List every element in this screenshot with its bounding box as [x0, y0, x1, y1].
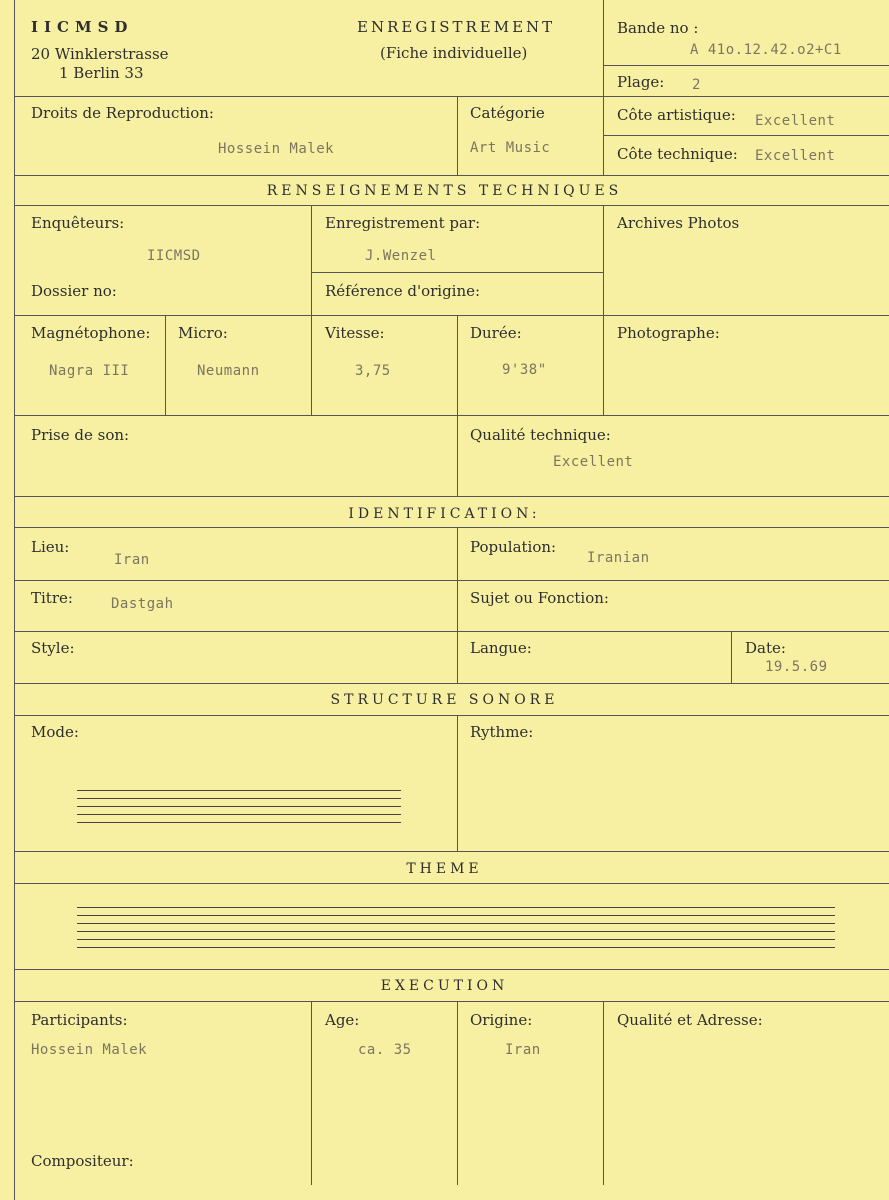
divider	[603, 135, 889, 136]
enregistrement-par-value: J.Wenzel	[365, 248, 437, 264]
compositeur-label: Compositeur:	[31, 1152, 134, 1170]
plage-value: 2	[692, 77, 701, 93]
cote-artistique-value: Excellent	[755, 113, 836, 129]
divider	[14, 631, 889, 632]
enregistrement-par-label: Enregistrement par:	[325, 214, 481, 232]
music-staff-line	[77, 806, 401, 807]
cote-technique-value: Excellent	[755, 148, 836, 164]
music-staff-line	[77, 790, 401, 791]
address-line: 1 Berlin 33	[59, 64, 144, 82]
lieu-label: Lieu:	[31, 538, 70, 556]
address-line: 20 Winklerstrasse	[31, 45, 169, 63]
divider	[457, 315, 458, 496]
style-label: Style:	[31, 639, 75, 657]
titre-value: Dastgah	[111, 596, 174, 612]
bande-label: Bande no :	[617, 19, 699, 37]
divider	[457, 527, 458, 683]
divider	[311, 205, 312, 415]
micro-label: Micro:	[178, 324, 228, 342]
langue-label: Langue:	[470, 639, 532, 657]
age-value: ca. 35	[358, 1042, 412, 1058]
section-title-theme: THEME	[406, 861, 483, 877]
org-logo: IICMSD	[31, 18, 134, 36]
population-value: Iranian	[587, 550, 650, 566]
qualite-technique-label: Qualité technique:	[470, 426, 611, 444]
photographe-label: Photographe:	[617, 324, 720, 342]
vitesse-value: 3,75	[355, 363, 391, 379]
section-title-technique: RENSEIGNEMENTS TECHNIQUES	[266, 183, 623, 199]
divider	[311, 272, 603, 273]
dossier-label: Dossier no:	[31, 282, 117, 300]
divider	[14, 96, 889, 97]
prise-de-son-label: Prise de son:	[31, 426, 130, 444]
divider	[457, 1001, 458, 1185]
music-staff-line	[77, 923, 835, 924]
music-staff-line	[77, 814, 401, 815]
divider	[14, 883, 889, 884]
divider	[14, 1001, 889, 1002]
droits-label: Droits de Reproduction:	[31, 104, 214, 122]
categorie-value: Art Music	[470, 140, 551, 156]
divider	[14, 683, 889, 684]
population-label: Population:	[470, 538, 557, 556]
divider	[731, 631, 732, 683]
divider	[14, 527, 889, 528]
section-title-identification: IDENTIFICATION:	[348, 506, 541, 522]
divider	[14, 496, 889, 497]
plage-label: Plage:	[617, 73, 665, 91]
enqueteurs-value: IICMSD	[147, 248, 201, 264]
duree-value: 9'38"	[502, 362, 547, 378]
age-label: Age:	[325, 1011, 360, 1029]
divider	[14, 851, 889, 852]
divider	[14, 315, 889, 316]
music-staff-line	[77, 822, 401, 823]
section-title-execution: EXECUTION	[380, 978, 509, 994]
music-staff-line	[77, 947, 835, 948]
participants-label: Participants:	[31, 1011, 128, 1029]
music-staff-line	[77, 931, 835, 932]
participants-value: Hossein Malek	[31, 1042, 148, 1058]
divider	[14, 969, 889, 970]
divider	[457, 96, 458, 175]
mode-label: Mode:	[31, 723, 79, 741]
qualite-technique-value: Excellent	[553, 454, 634, 470]
cote-artistique-label: Côte artistique:	[617, 106, 736, 124]
enqueteurs-label: Enquêteurs:	[31, 214, 125, 232]
origine-label: Origine:	[470, 1011, 533, 1029]
music-staff-line	[77, 939, 835, 940]
droits-value: Hossein Malek	[218, 141, 335, 157]
magnetophone-value: Nagra III	[49, 363, 130, 379]
divider	[603, 65, 889, 66]
duree-label: Durée:	[470, 324, 522, 342]
archives-photos-label: Archives Photos	[617, 214, 740, 232]
qualite-adresse-label: Qualité et Adresse:	[617, 1011, 763, 1029]
form-border-left	[14, 0, 15, 1200]
bande-value: A 41o.12.42.o2+C1	[690, 42, 842, 58]
music-staff-line	[77, 915, 835, 916]
music-staff-line	[77, 798, 401, 799]
form-title: ENREGISTREMENT	[357, 18, 556, 36]
sujet-label: Sujet ou Fonction:	[470, 589, 609, 607]
divider	[603, 205, 604, 415]
date-value: 19.5.69	[765, 659, 828, 675]
divider	[14, 205, 889, 206]
magnetophone-label: Magnétophone:	[31, 324, 151, 342]
lieu-value: Iran	[114, 552, 150, 568]
divider	[14, 415, 889, 416]
divider	[14, 715, 889, 716]
divider	[14, 175, 889, 176]
divider	[457, 715, 458, 851]
section-title-structure: STRUCTURE SONORE	[330, 692, 559, 708]
divider	[603, 1001, 604, 1185]
divider	[165, 315, 166, 415]
micro-value: Neumann	[197, 363, 260, 379]
reference-label: Référence d'origine:	[325, 282, 481, 300]
cote-technique-label: Côte technique:	[617, 145, 738, 163]
form-subtitle: (Fiche individuelle)	[380, 44, 528, 62]
divider	[14, 580, 889, 581]
divider	[603, 0, 604, 175]
categorie-label: Catégorie	[470, 104, 545, 122]
origine-value: Iran	[505, 1042, 541, 1058]
rythme-label: Rythme:	[470, 723, 534, 741]
vitesse-label: Vitesse:	[325, 324, 385, 342]
date-label: Date:	[745, 639, 786, 657]
music-staff-line	[77, 907, 835, 908]
divider	[311, 1001, 312, 1185]
titre-label: Titre:	[31, 589, 73, 607]
